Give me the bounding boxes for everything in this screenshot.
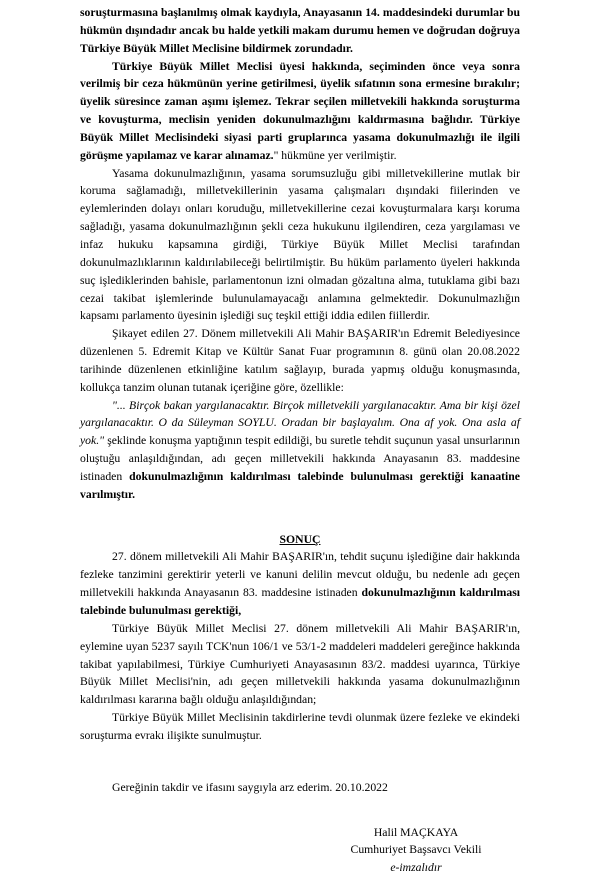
speech-quotation-italic: "... Birçok bakan yargılanacaktır. Birçok milletvekili yargılanacaktır. Ama bir kişi özel yargılanacaktır. O da Süleyman SOYLU. Oradan bir başlayalım. Ona af yok. Ona asla af yok." [80,398,520,448]
paragraph-immunity-explanation: Yasama dokunulmazlığının, yasama sorumsuzluğu gibi milletvekillerine mutlak bir koruma sağlamadığı, milletvekillerinin yasama çalışmaları dışındaki fiilerinden ve eylemlerinden dolayı onları koruduğu, milletvekillerine cezai kovuşturmalara karşı koruma sağladığı, yasama dokunulmazlığının şekli ceza hukukunu ilgilendiren, ceza yargılaması ve infaz hukuku kapsamına girdiği, Türkiye Büyük Millet Meclisi tarafından dokunulmazlıklarının kaldırılabileceği belirtilmiştir. Bu hüküm parlamento üyeleri hakkında suç işlediklerinden bahisle, parlamentonun izni olmadan gözaltına alma, tutuklama gibi bazı cezai takibat işlemlerinde bulunulamayacağı anlamına gelmektedir. Dokunulmazlığın kapsamı parlamento üyesinin işlediği suç teşkil ettiği iddia edilen fiillerdir. [80,166,520,323]
paragraph-conclusion-third: Türkiye Büyük Millet Meclisinin takdirlerine tevdi olunmak üzere fezleke ve ekindeki soruşturma evrakı ilişikte sunulmuştur. [80,711,520,742]
spacer-before-closing [80,745,520,779]
speech-quotation-after-text: şeklinde konuşma yaptığının tespit edildiği, bu suretle tehdit suçunun yasal unsurlarının oluştuğu anlaşıldığından, adı geçen milletvekili hakkında Anayasanın 83. maddesine istinaden [80,434,520,483]
paragraph-conclusion-second: Türkiye Büyük Millet Meclisi 27. dönem milletvekili Ali Mahir BAŞARIR'ın, eylemine uyan 5237 sayılı TCK'nun 106/1 ve 53/1-2 maddeleri maddeleri gereğince hakkında takibat yapılabilmesi, Türkiye Cumhuriyeti Anayasasının 83/2. maddesi uyarınca, Türkiye Büyük Millet Meclisi'nin, adı geçen milletvekili hakkında yasama dokunulmazlığının kaldırılması kararına bağlı olduğu anlaşıldığından; [80,621,520,707]
speech-quotation-bold-conclusion: dokunulmazlığının kaldırılması talebinde bulunulması gerektiği kanaatine varılmıştır. [80,469,520,501]
spacer-before-heading [80,504,520,531]
spacer-before-signature [80,797,520,824]
signatory-name: Halil MAÇKAYA [373,825,459,839]
section-heading-sonuc-text: SONUÇ [279,532,321,546]
closing-statement: Gereğinin takdir ve ifasını saygıyla arz ederim. 20.10.2022 [112,780,388,794]
paragraph-quote-bold-text: Türkiye Büyük Millet Meclisi üyesi hakkında, seçiminden önce veya sonra verilmiş bir ceza hükmünün yerine getirilmesi, üyelik sıfatının sona ermesine bırakılır; üyelik süresince zaman aşımı işlemez. Tekrar seçilen milletvekili hakkında soruşturma ve kovuşturma, meclisin yeniden dokunulmazlığını kaldırmasına bağlıdır. Türkiye Büyük Millet Meclisindeki siyasi parti gruplarınca yasama dokunulmazlığı ile ilgili görüşme yapılamaz ve karar alınamaz. [80,59,520,162]
paragraph-complaint-facts: Şikayet edilen 27. Dönem milletvekili Ali Mahir BAŞARIR'ın Edremit Belediyesince düzenlenen 5. Edremit Kitap ve Kültür Sanat Fuar programının 8. günü olan 20.08.2022 tarihinde düzenlenen etkinliğine katılım sağlayıp, burada yapmış olduğu konuşmasında, kollukça tanzim olunan tutanak içeriğine göre, özellikle: [80,327,520,394]
conclusion-first-normal-text: 27. dönem milletvekili Ali Mahir BAŞARIR'ın, tehdit suçunu işlediğine dair hakkında fezleke tanzimini gerektirir yeterli ve kanuni delilin mevcut olduğu, bu nedenle adı geçen milletvekili hakkında Anayasanın 83. maddesine istinaden [80,550,520,600]
signatory-title: Cumhuriyet Başsavcı Vekili [350,843,482,857]
paragraph-constitution-clause-continued: soruşturmasına başlanılmış olmak kaydıyla, Anayasanın 14. maddesindeki durumlar bu hükmün dışındadır ancak bu halde yetkili makam durumu hemen ve doğrudan doğruya Türkiye Büyük Millet Meclisine bildirmek zorundadır. [80,6,520,55]
signature-block [80,824,520,877]
paragraph-conclusion-first [80,548,520,619]
signature-esign-note: e-imzalıdır [390,861,442,875]
paragraph-speech-quotation [80,397,520,504]
paragraph-constitution-quote-end [80,58,520,165]
conclusion-first-bold-text: dokunulmazlığının kaldırılması talebinde bulunulması gerektiği, [80,586,520,617]
paragraph-quote-normal-tail: " hükmüne yer verilmiştir. [273,148,397,162]
section-heading-sonuc [80,531,520,549]
